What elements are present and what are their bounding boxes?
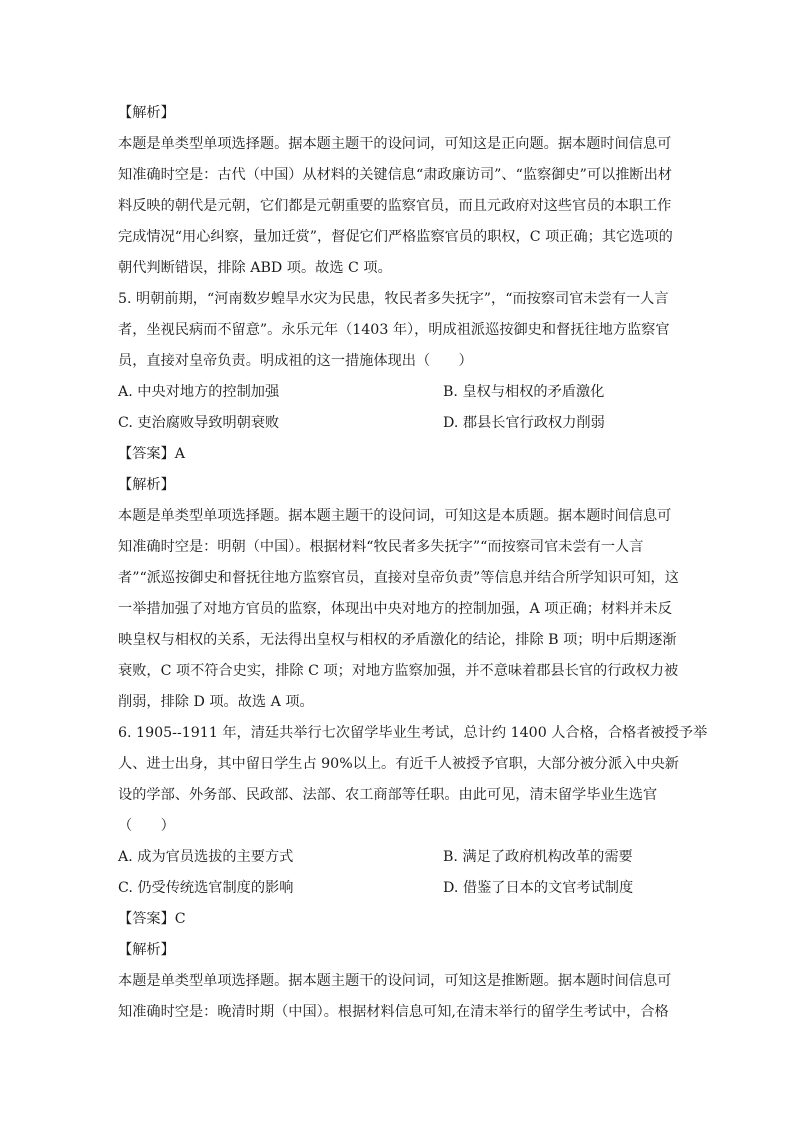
- question-5-stem: 者，坐视民病而不留意”。永乐元年（1403 年），明成祖派巡按御史和督抚往地方监察官: [118, 322, 670, 338]
- analysis-line: 削弱，排除 D 项。故选 A 项。: [118, 694, 314, 710]
- question-5-stem: 5. 明朝前期，“河南数岁蝗旱水灾为民患，牧民者多失抚字”，“而按察司官未尝有一人言: [118, 291, 669, 307]
- document-page: [118, 98, 708, 1028]
- analysis-line: 一举措加强了对地方官员的监察，体现出中央对地方的控制加强，A 项正确；材料并未反: [118, 601, 672, 617]
- option-a: A. 中央对地方的控制加强: [118, 384, 280, 400]
- analysis-heading: 【解析】: [118, 477, 175, 493]
- analysis-heading: 【解析】: [118, 105, 175, 121]
- analysis-line: 本题是单类型单项选择题。据本题主题干的设问词，可知这是正向题。据本题时间信息可: [118, 136, 672, 152]
- analysis-line: 料反映的朝代是元朝，它们都是元朝重要的监察官员，而且元政府对这些官员的本职工作: [118, 198, 672, 214]
- option-b: B. 皇权与相权的矛盾激化: [443, 384, 605, 400]
- option-c: C. 仍受传统选官制度的影响: [118, 880, 294, 896]
- analysis-line: 知准确时空是：明朝（中国）。根据材料“牧民者多失抚字”“而按察司官未尝有一人言: [118, 539, 644, 555]
- analysis-line: 衰败，C 项不符合史实，排除 C 项；对地方监察加强，并不意味着郡县长官的行政权力被: [118, 663, 679, 679]
- question-6-stem: （ ）: [118, 818, 175, 834]
- question-6-stem: 设的学部、外务部、民政部、法部、农工商部等任职。由此可见，清末留学毕业生选官: [118, 787, 658, 803]
- analysis-line: 者”“派巡按御史和督抚往地方监察官员，直接对皇帝负责”等信息并结合所学知识可知，这: [118, 570, 679, 586]
- question-5-stem: 员，直接对皇帝负责。明成祖的这一措施体现出（ ）: [118, 353, 473, 369]
- option-d: D. 借鉴了日本的文官考试制度: [443, 880, 634, 896]
- analysis-line: 完成情况“用心纠察，量加迁赏”，督促它们严格监察官员的职权，C 项正确；其它选项的: [118, 229, 673, 245]
- analysis-line: 知准确时空是：古代（中国）从材料的关键信息“肃政廉访司”、“监察御史”可以推断出材: [118, 167, 672, 183]
- question-6-answer: 【答案】C: [118, 911, 186, 927]
- option-c: C. 吏治腐败导致明朝衰败: [118, 415, 280, 431]
- analysis-line: 本题是单类型单项选择题。据本题主题干的设问词，可知这是推断题。据本题时间信息可: [118, 973, 672, 989]
- question-6-stem: 6. 1905--1911 年，清廷共举行七次留学毕业生考试，总计约 1400 人合格，合格者被授予举: [118, 725, 708, 741]
- option-b: B. 满足了政府机构改革的需要: [443, 849, 633, 865]
- analysis-heading: 【解析】: [118, 942, 175, 958]
- question-5-options-row-2: [118, 408, 678, 439]
- question-5-options-row-1: [118, 377, 678, 408]
- analysis-line: 本题是单类型单项选择题。据本题主题干的设问词，可知这是本质题。据本题时间信息可: [118, 508, 672, 524]
- question-6-options-row-2: [118, 873, 678, 904]
- question-6-stem: 人、进士出身，其中留日学生占 90%以上。有近千人被授予官职，大部分被分派入中央新: [118, 756, 679, 772]
- option-d: D. 郡县长官行政权力削弱: [443, 415, 605, 431]
- analysis-line: 映皇权与相权的关系，无法得出皇权与相权的矛盾激化的结论，排除 B 项；明中后期逐渐: [118, 632, 677, 648]
- question-5-answer: 【答案】A: [118, 446, 185, 462]
- analysis-line: 朝代判断错误，排除 ABD 项。故选 C 项。: [118, 260, 392, 276]
- analysis-line: 知准确时空是：晚清时期（中国）。根据材料信息可知,在清末举行的留学生考试中，合格: [118, 1004, 669, 1020]
- question-6-options-row-1: [118, 842, 678, 873]
- option-a: A. 成为官员选拔的主要方式: [118, 849, 294, 865]
